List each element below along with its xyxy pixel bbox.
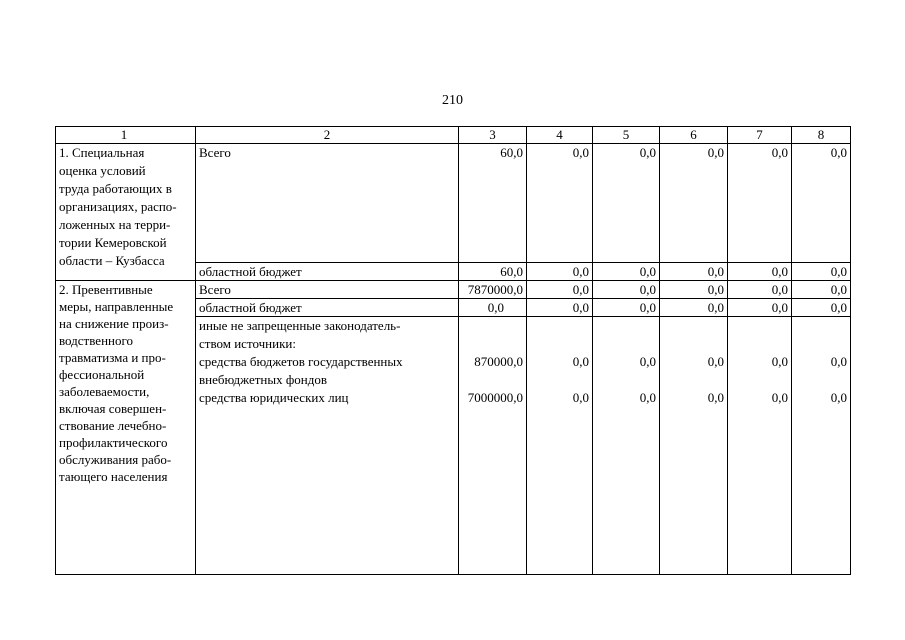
column-header: 7 (728, 127, 792, 144)
column-header: 1 (56, 127, 196, 144)
legal-entities-value: 7000000,0 (467, 390, 523, 405)
extrabudget-value: 0,0 (639, 354, 656, 369)
value-cell (527, 317, 593, 575)
value-cell: 0,0 (593, 299, 660, 317)
value-cell: 0,0 (527, 263, 593, 281)
extrabudget-value: 870000,0 (474, 354, 523, 369)
column-header: 5 (593, 127, 660, 144)
value-cell (660, 317, 728, 575)
value-cell: 0,0 (593, 263, 660, 281)
value-cell (593, 317, 660, 575)
measure-line: ствование лечебно- (59, 418, 167, 433)
other-sources-line: иные не запрещенные законодатель- (199, 318, 401, 333)
measure-line: 2. Превентивные (59, 282, 153, 297)
budget-table (55, 126, 851, 575)
value-cell: 0,0 (792, 281, 851, 299)
value-cell (459, 317, 527, 575)
measure-line: тории Кемеровской (59, 235, 167, 250)
table-header-row (56, 127, 851, 144)
other-sources-cell (196, 317, 459, 575)
measure-line: травматизма и про- (59, 350, 166, 365)
measure-line: обслуживания рабо- (59, 452, 172, 467)
funding-source-label: Всего (196, 144, 459, 263)
value-cell (728, 317, 792, 575)
value-cell: 0,0 (593, 281, 660, 299)
legal-entities-value: 0,0 (771, 390, 788, 405)
value-cell: 60,0 (459, 263, 527, 281)
extrabudget-value: 0,0 (707, 354, 724, 369)
value-cell: 0,0 (527, 281, 593, 299)
measure-description (56, 281, 196, 575)
page-number: 210 (442, 93, 463, 108)
value-cell: 0,0 (527, 299, 593, 317)
legal-entities-value: 0,0 (830, 390, 847, 405)
extrabudget-funds-line: средства бюджетов государственных (199, 354, 403, 369)
value-cell: 0,0 (728, 299, 792, 317)
value-cell: 7870000,0 (459, 281, 527, 299)
value-cell (792, 317, 851, 575)
extrabudget-value: 0,0 (830, 354, 847, 369)
measure-line: организациях, распо- (59, 199, 177, 214)
measure-line: водственного (59, 333, 133, 348)
legal-entities-label: средства юридических лиц (199, 390, 349, 405)
column-header: 8 (792, 127, 851, 144)
value-cell: 0,0 (792, 144, 851, 263)
measure-line: меры, направленные (59, 299, 174, 314)
value-cell: 0,0 (728, 281, 792, 299)
extrabudget-value: 0,0 (771, 354, 788, 369)
column-header: 3 (459, 127, 527, 144)
legal-entities-value: 0,0 (707, 390, 724, 405)
measure-line: ложенных на терри- (59, 217, 171, 232)
measure-line: области – Кузбасса (59, 253, 165, 268)
measure-line: профилактического (59, 435, 168, 450)
measure-description (56, 144, 196, 281)
legal-entities-value: 0,0 (572, 390, 589, 405)
measure-line: оценка условий (59, 163, 146, 178)
column-header: 4 (527, 127, 593, 144)
extrabudget-funds-line: внебюджетных фондов (199, 372, 327, 387)
measure-line: на снижение произ- (59, 316, 169, 331)
funding-source-label: Всего (196, 281, 459, 299)
table-row (56, 144, 851, 263)
legal-entities-value: 0,0 (639, 390, 656, 405)
value-cell: 0,0 (792, 263, 851, 281)
value-cell: 60,0 (459, 144, 527, 263)
value-cell: 0,0 (660, 263, 728, 281)
measure-line: заболеваемости, (59, 384, 150, 399)
value-cell: 0,0 (527, 144, 593, 263)
value-cell: 0,0 (660, 144, 728, 263)
measure-line: 1. Специальная (59, 145, 145, 160)
value-cell: 0,0 (660, 299, 728, 317)
measure-line: включая совершен- (59, 401, 167, 416)
measure-line: тающего населения (59, 469, 168, 484)
funding-source-label: областной бюджет (196, 263, 459, 281)
value-cell: 0,0 (660, 281, 728, 299)
table-row (56, 281, 851, 299)
measure-line: труда работающих в (59, 181, 172, 196)
column-header: 6 (660, 127, 728, 144)
value-cell: 0,0 (792, 299, 851, 317)
value-cell: 0,0 (593, 144, 660, 263)
value-cell: 0,0 (728, 144, 792, 263)
other-sources-line: ством источники: (199, 336, 296, 351)
funding-source-label: областной бюджет (196, 299, 459, 317)
extrabudget-value: 0,0 (572, 354, 589, 369)
column-header: 2 (196, 127, 459, 144)
value-cell: 0,0 (459, 299, 527, 317)
value-cell: 0,0 (728, 263, 792, 281)
measure-line: фессиональной (59, 367, 145, 382)
